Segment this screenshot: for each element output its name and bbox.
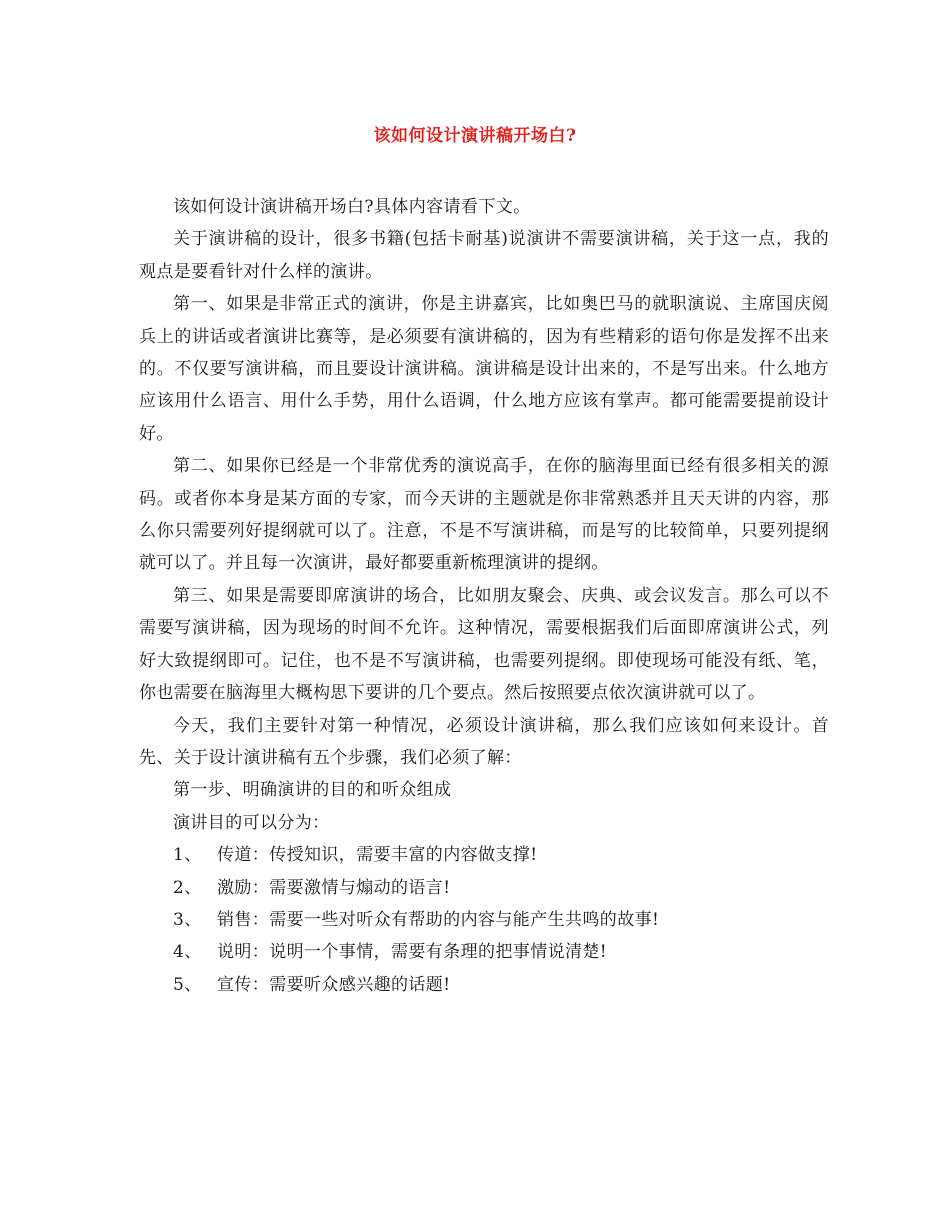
purpose-list <box>139 839 829 1001</box>
list-item-text: 销售：需要一些对听众有帮助的内容与能产生共鸣的故事! <box>217 909 660 930</box>
list-item-text: 宣传：需要听众感兴趣的话题! <box>217 974 451 995</box>
paragraph-third-case: 第三、如果是需要即席演讲的场合，比如朋友聚会、庆典、或会议发言。那么可以不需要写演讲稿，因为现场的时间不允许。这种情况，需要根据我们后面即席演讲公式，列好大致提纲即可。记住，也不是不写演讲稿，也需要列提纲。即使现场可能没有纸、笔，你也需要在脑海里大概构思下要讲的几个要点。然后按照要点依次演讲就可以了。 <box>139 585 829 704</box>
paragraph-first-case: 第一、如果是非常正式的演讲，你是主讲嘉宾，比如奥巴马的就职演说、主席国庆阅兵上的讲话或者演讲比赛等，是必须要有演讲稿的，因为有些精彩的语句你是发挥不出来的。不仅要写演讲稿，而且要设计演讲稿。演讲稿是设计出来的，不是写出来。什么地方应该用什么语言、用什么手势，用什么语调，什么地方应该有掌声。都可能需要提前设计好。 <box>139 294 829 444</box>
list-item <box>139 969 829 1001</box>
paragraph-today-focus: 今天，我们主要针对第一种情况，必须设计演讲稿，那么我们应该如何来设计。首先、关于设计演讲稿有五个步骤，我们必须了解： <box>139 715 829 768</box>
list-item-text: 激励：需要激情与煽动的语言! <box>217 877 451 898</box>
document-body <box>139 191 829 1001</box>
paragraph-intro: 该如何设计演讲稿开场白?具体内容请看下文。 <box>173 197 531 217</box>
list-item-text: 传道：传授知识，需要丰富的内容做支撑! <box>217 845 538 866</box>
paragraph-speech-draft-design: 关于演讲稿的设计，很多书籍(包括卡耐基)说演讲不需要演讲稿，关于这一点，我的观点是要看针对什么样的演讲。 <box>139 229 829 282</box>
paragraph-purpose-intro: 演讲目的可以分为： <box>173 812 330 833</box>
list-item-number: 2、 <box>173 877 202 898</box>
document-title: 该如何设计演讲稿开场白? <box>373 126 577 146</box>
list-item-number: 3、 <box>173 909 202 930</box>
list-item-number: 5、 <box>173 974 202 995</box>
list-item <box>139 839 829 871</box>
list-item-text: 说明：说明一个事情，需要有条理的把事情说清楚! <box>217 942 608 963</box>
list-item-number: 1、 <box>173 845 202 866</box>
paragraph-second-case: 第二、如果你已经是一个非常优秀的演说高手，在你的脑海里面已经有很多相关的源码。或者你本身是某方面的专家，而今天讲的主题就是你非常熟悉并且天天讲的内容，那么你只需要列好提纲就可以了。注意，不是不写演讲稿，而是写的比较简单，只要列提纲就可以了。并且每一次演讲，最好都要重新梳理演讲的提纲。 <box>139 456 829 574</box>
list-item-number: 4、 <box>173 942 202 963</box>
paragraph-step-one: 第一步、明确演讲的目的和听众组成 <box>173 780 452 801</box>
list-item <box>139 904 829 936</box>
list-item <box>139 936 829 968</box>
list-item <box>139 872 829 904</box>
